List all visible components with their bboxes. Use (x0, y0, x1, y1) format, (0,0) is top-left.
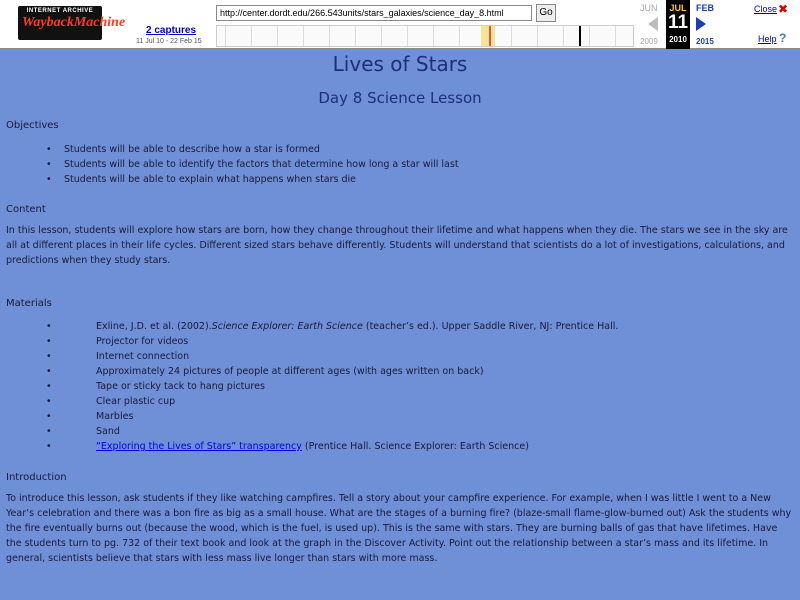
timeline-tick (303, 26, 304, 46)
timeline-tick (511, 26, 512, 46)
materials-heading: Materials (6, 298, 52, 309)
material-citation-title: Science Explorer: Earth Science (211, 321, 363, 332)
current-day: 11 (667, 12, 689, 33)
material-citation-pre: Exline, J.D. et al. (2002). (96, 321, 212, 332)
current-year: 2010 (669, 35, 687, 44)
material-citation-post: (teacher’s ed.). Upper Saddle River, NJ: Prentice Hall. (362, 321, 619, 332)
timeline-capture-marker[interactable] (489, 26, 491, 46)
page-subtitle: Day 8 Science Lesson (318, 89, 482, 107)
material-item: • Internet connection (6, 349, 794, 364)
introduction-heading: Introduction (6, 472, 67, 483)
timeline-tick (589, 26, 590, 46)
material-item: • Marbles (6, 409, 794, 424)
page-title: Lives of Stars (332, 52, 468, 76)
close-link[interactable]: Close (754, 4, 778, 14)
material-item: • Projector for videos (6, 334, 794, 349)
timeline-tick (615, 26, 616, 46)
material-item: • Sand (6, 424, 794, 439)
wayback-toolbar (0, 0, 800, 49)
current-capture-date (666, 0, 690, 49)
timeline-tick (563, 26, 564, 46)
wayback-logo[interactable] (18, 6, 126, 40)
timeline-tick (537, 26, 538, 46)
material-item: • Approximately 24 pictures of people at different ages (with ages written on back) (6, 364, 794, 379)
material-item (6, 439, 794, 454)
timeline-tick (407, 26, 408, 46)
logo-top-text: INTERNET ARCHIVE (26, 8, 94, 14)
material-item: • Clear plastic cup (6, 394, 794, 409)
transparency-source: (Prentice Hall. Science Explorer: Earth Science) (301, 441, 529, 452)
logo-main-text: WaybackMachine (22, 15, 126, 30)
help-icon[interactable]: ? (779, 31, 787, 45)
objectives-list (6, 142, 794, 187)
current-month: JUL (669, 3, 687, 13)
materials-list (6, 319, 794, 454)
close-icon[interactable]: ✖ (778, 2, 789, 16)
introduction-paragraph: To introduce this lesson, ask students if they like watching campfires. Tell a story about your campfire experience. For example, when I was little I went to a New Year’s celebration and there was a bon fire as big as a small house. What are the stages of a burning fire? (blaze-small flame-glow-burned out) Ask the students why the fire eventually burns out (because the wood, which is the fuel, is used up). This is the same with stars. They are burning balls of gas that have lifetimes. Have the students turn to pg. 732 of their text book and look at the graph in the Discover Activity. Point out the relationship between a star’s mass and its lifetime. In general, scientists believe that stars with less mass live longer than stars with more mass. (6, 493, 792, 564)
timeline-tick (329, 26, 330, 46)
help-link[interactable]: Help (758, 34, 777, 44)
next-month-link[interactable]: FEB (696, 3, 714, 13)
content-paragraph: In this lesson, students will explore how stars are born, how they change throughout their lifetime and what happens when they die. The stars we see in the sky are all at different places in their life cycles. Different sized stars behave differently. Students will understand that scientists do a lot of investigations, calculations, and predictions when they study stars. (6, 225, 788, 266)
prev-month-label: JUN (640, 3, 658, 13)
next-year-link[interactable]: 2015 (696, 37, 714, 46)
timeline-tick (459, 26, 460, 46)
objective-item: • Students will be able to explain what happens when stars die (6, 172, 794, 187)
timeline-tick (225, 26, 226, 46)
material-item (6, 319, 794, 334)
captures-link[interactable]: 2 captures (146, 25, 197, 36)
prev-capture-arrow-icon[interactable] (648, 17, 658, 31)
wayback-url-input[interactable] (216, 5, 532, 21)
go-button[interactable]: Go (536, 4, 556, 22)
timeline-tick (381, 26, 382, 46)
content-heading: Content (6, 204, 46, 215)
capture-timeline[interactable] (216, 25, 634, 47)
prev-year-label: 2009 (640, 37, 658, 46)
timeline-capture-marker[interactable] (579, 26, 581, 46)
lesson-content (6, 50, 794, 566)
objective-item: • Students will be able to identify the factors that determine how long a star will last (6, 157, 794, 172)
timeline-current-year (481, 26, 495, 46)
timeline-tick (251, 26, 252, 46)
next-capture-arrow-icon[interactable] (696, 17, 706, 31)
timeline-tick (355, 26, 356, 46)
objectives-heading: Objectives (6, 120, 59, 131)
timeline-tick (433, 26, 434, 46)
material-item: • Tape or sticky tack to hang pictures (6, 379, 794, 394)
transparency-link[interactable]: “Exploring the Lives of Stars” transparency (96, 441, 302, 452)
timeline-tick (277, 26, 278, 46)
objective-item: • Students will be able to describe how a star is formed (6, 142, 794, 157)
captures-range: 11 Jul 10 - 22 Feb 15 (136, 38, 202, 45)
